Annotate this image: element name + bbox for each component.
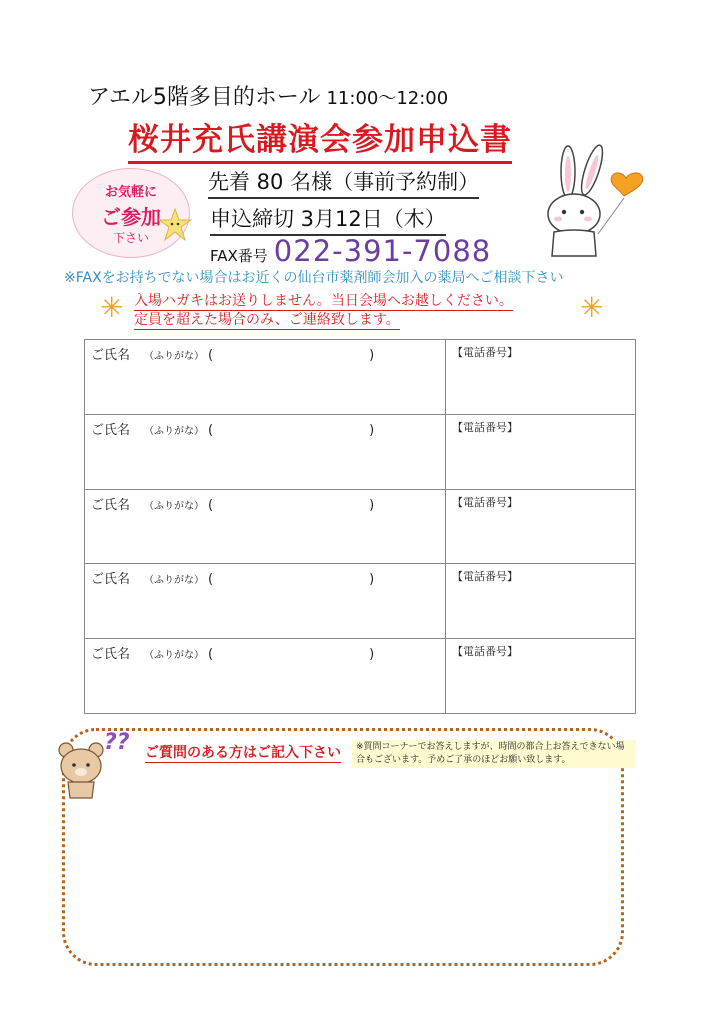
form-row xyxy=(85,489,636,564)
fax-alternative-note: ※FAXをお持ちでない場合はお近くの仙台市薬剤師会加入の薬局へご相談下さい xyxy=(64,270,564,286)
question-note: ※質問コーナーでお答えしますが、時間の都合上お答えできない場合もございます。予めご了承のほどお願い致します。 xyxy=(352,740,636,768)
phone-label: 【電話番号】 xyxy=(452,346,518,359)
capacity-line: 先着 80 名様（事前予約制） xyxy=(208,166,479,199)
phone-field[interactable] xyxy=(446,564,636,639)
form-row xyxy=(85,564,636,639)
fax-line xyxy=(210,234,491,268)
sparkle-left-icon: ✳ xyxy=(100,291,124,324)
question-marks-icon: ?? xyxy=(104,730,130,755)
form-row xyxy=(85,639,636,714)
open-paren: ( xyxy=(208,647,214,663)
name-label: ご氏名 xyxy=(91,497,131,513)
bear-mascot-icon xyxy=(56,738,106,800)
bubble-line-1: お気軽に xyxy=(104,185,157,200)
open-paren: ( xyxy=(208,422,214,438)
furigana-label: （ふりがな） xyxy=(144,500,205,512)
registration-form xyxy=(84,339,636,714)
question-title: ご質問のある方はご記入下さい xyxy=(145,742,341,763)
fax-number: 022-391-7088 xyxy=(273,234,492,268)
deadline-line: 申込締切 3月12日（木） xyxy=(210,203,446,236)
furigana-label: （ふりがな） xyxy=(144,650,205,662)
notice-block xyxy=(134,292,513,330)
name-field[interactable] xyxy=(85,489,446,564)
open-paren: ( xyxy=(208,572,214,588)
venue-name: アエル5階多目的ホール xyxy=(88,85,321,110)
furigana-label: （ふりがな） xyxy=(144,351,205,362)
notice-line-2: 定員を超えた場合のみ、ご連絡致します。 xyxy=(134,312,400,328)
open-paren: ( xyxy=(208,497,214,513)
notice-line-1: 入場ハガキはお送りしません。当日会場へお越しください。 xyxy=(134,293,513,309)
close-paren: ) xyxy=(369,422,375,438)
name-label: ご氏名 xyxy=(91,422,131,438)
phone-field[interactable] xyxy=(446,489,636,564)
name-label: ご氏名 xyxy=(91,348,131,363)
form-row xyxy=(85,340,636,415)
venue-line xyxy=(88,80,448,111)
furigana-label: （ふりがな） xyxy=(144,575,205,587)
name-field[interactable] xyxy=(85,414,446,489)
event-time: 11:00～12:00 xyxy=(326,88,449,109)
page-title: 桜井充氏講演会参加申込書 xyxy=(128,114,512,164)
fax-label: FAX番号 xyxy=(210,247,268,265)
name-field[interactable] xyxy=(85,639,446,714)
form-row xyxy=(85,414,636,489)
open-paren: ( xyxy=(208,348,214,363)
furigana-label: （ふりがな） xyxy=(144,425,205,437)
star-icon xyxy=(158,208,192,242)
bunny-mascot-icon xyxy=(538,144,650,264)
close-paren: ) xyxy=(369,572,375,588)
bubble-line-2: ご参加 xyxy=(101,205,161,229)
phone-field[interactable] xyxy=(446,340,636,415)
phone-field[interactable] xyxy=(446,639,636,714)
phone-label: 【電話番号】 xyxy=(452,420,518,434)
phone-label: 【電話番号】 xyxy=(452,495,518,509)
sparkle-right-icon: ✳ xyxy=(580,291,604,324)
phone-label: 【電話番号】 xyxy=(452,570,518,584)
bubble-line-3: 下さい xyxy=(112,231,149,245)
close-paren: ) xyxy=(369,647,375,663)
name-label: ご氏名 xyxy=(91,647,131,663)
close-paren: ) xyxy=(369,497,375,513)
phone-label: 【電話番号】 xyxy=(452,645,518,659)
close-paren: ) xyxy=(369,348,375,363)
name-label: ご氏名 xyxy=(91,572,131,588)
name-field[interactable] xyxy=(85,564,446,639)
phone-field[interactable] xyxy=(446,414,636,489)
name-field[interactable] xyxy=(85,340,446,415)
